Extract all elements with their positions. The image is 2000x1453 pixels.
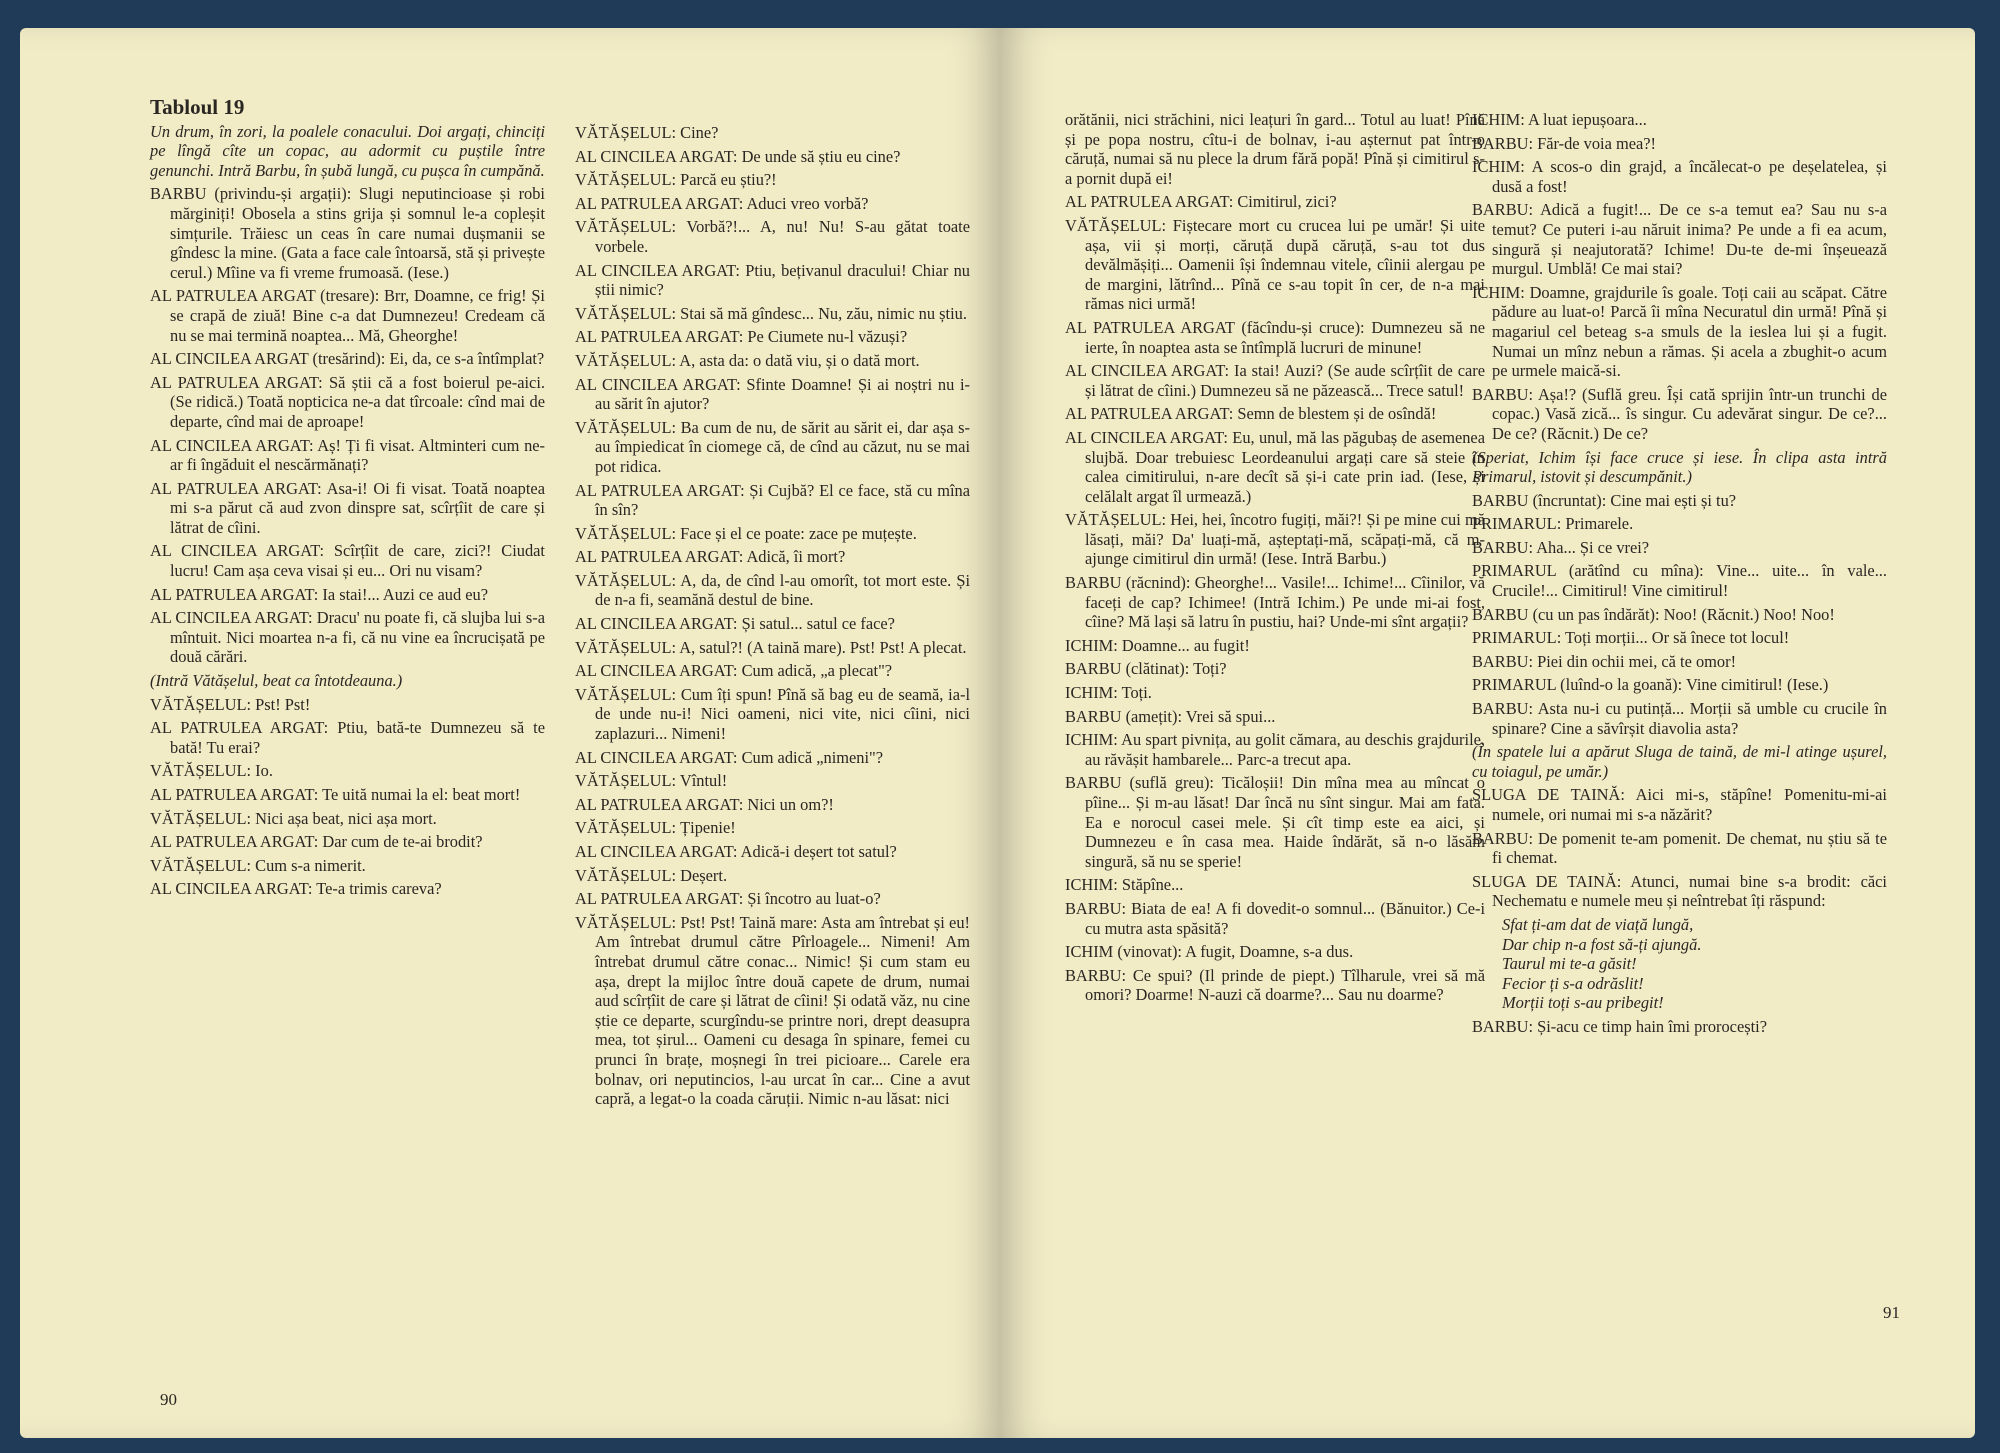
- dialogue-line: VĂTĂȘELUL: A, asta da: o dată viu, și o dată mort.: [575, 350, 920, 370]
- dialogue-line: BARBU: Piei din ochii mei, că te omor!: [1472, 651, 1737, 671]
- dialogue-line: BARBU: De pomenit te-am pomenit. De chemat, nu știu să te fi chemat.: [1472, 828, 1887, 868]
- dialogue-line: AL CINCILEA ARGAT: Adică-i deșert tot satul?: [575, 842, 897, 861]
- dialogue-line: VĂTĂȘELUL: Fiștecare mort cu crucea lui pe umăr! Și uite așa, vii și morți, căruță după căruță, s-au tot dus devălmășiți... Oamenii își îndemnau vitele, cîinii alergau pe de margini, lătrînd... Pînă ce s-au topit în cer, de n-a mai rămas nici urmă!: [1065, 215, 1485, 314]
- dialogue-line: AL CINCILEA ARGAT: Ia stai! Auzi? (Se aude scîrțîit de care și lătrat de cîini.) Dumnezeu să ne păzească... Trece satul!: [1065, 361, 1485, 400]
- dialogue-line: VĂTĂȘELUL: Cum s-a nimerit.: [150, 855, 366, 875]
- dialogue-line: AL CINCILEA ARGAT: Cum adică, „a plecat"?: [575, 661, 893, 681]
- dialogue-line: AL CINCILEA ARGAT: Dracu' nu poate fi, că slujba lui s-a mîntuit. Nici moartea n-a fi, că nu vine ea încrucișată pe două cărări.: [150, 608, 545, 667]
- dialogue-line: VĂTĂȘELUL: Deșert.: [575, 865, 728, 885]
- dialogue-line: BARBU: Asta nu-i cu putință... Morții să umble cu crucile în spinare? Cine a săvîrșit diavolia asta?: [1472, 699, 1887, 738]
- dialogue-line: PRIMARUL (arătînd cu mîna): Vine... uite... în vale... Crucile!... Cimitirul! Vine cimitirul!: [1472, 561, 1887, 601]
- dialogue-line: VĂTĂȘELUL: A, da, de cînd l-au omorît, tot mort este. Și de n-a fi, seamănă destul de bine.: [575, 570, 970, 610]
- dialogue-line: AL CINCILEA ARGAT: Scîrțîit de care, zici?! Ciudat lucru! Cam așa ceva visai și eu... Ori nu visam?: [150, 541, 545, 581]
- dialogue-line: AL PATRULEA ARGAT (tresare): Brr, Doamne, ce frig! Și se crapă de ziuă! Bine c-a dat Dumnezeu! Credeam că nu se mai termină noaptea... Mă, Gheorghe!: [150, 286, 545, 345]
- dialogue-line: BARBU (amețit): Vrei să spui...: [1065, 706, 1276, 726]
- dialogue-line: VĂTĂȘELUL: Hei, hei, încotro fugiți, măi?! Și pe mine cui mă lăsați, măi? Da' luați-mă, așteptați-mă, scăpați-mă, că m-ajunge cimitirul din urmă! (Iese. Intră Barbu.): [1065, 510, 1485, 569]
- left-column-1: [150, 95, 545, 903]
- dialogue-line: AL CINCILEA ARGAT: Aș! Ți fi visat. Altminteri cum ne-ar fi îngăduit el nescărmănați?: [150, 435, 545, 475]
- dialogue-line: VĂTĂȘELUL: Ba cum de nu, de sărit au sărit ei, dar așa s-au împiedicat în ciomege că, de cînd au căzut, nu se mai pot ridica.: [575, 417, 970, 476]
- dialogue-line: AL CINCILEA ARGAT: Și satul... satul ce face?: [575, 614, 895, 634]
- right-page: [1000, 28, 1975, 1438]
- dialogue-line: ICHIM: A scos-o din grajd, a încălecat-o pe deșelatelea, și dusă a fost!: [1472, 157, 1887, 196]
- right-column-2: [1472, 110, 1887, 1041]
- dialogue-line: AL PATRULEA ARGAT: Semn de blestem și de osîndă!: [1065, 404, 1437, 424]
- dialogue-line: PRIMARUL: Primarele.: [1472, 514, 1634, 534]
- dialogue-line: AL CINCILEA ARGAT: De unde să știu eu cine?: [575, 146, 901, 166]
- dialogue-line: AL PATRULEA ARGAT: Adică, îi mort?: [575, 547, 846, 567]
- dialogue-line: AL CINCILEA ARGAT: Cum adică „nimeni"?: [575, 747, 883, 767]
- dialogue-line: ICHIM: Toți.: [1065, 683, 1152, 703]
- dialogue-line: ICHIM: Doamne... au fugit!: [1065, 635, 1250, 655]
- dialogue-line: VĂTĂȘELUL: Parcă eu știu?!: [575, 170, 777, 190]
- dialogue-line: VĂTĂȘELUL: Io.: [150, 761, 273, 781]
- dialogue-line: AL PATRULEA ARGAT: Ia stai!... Auzi ce aud eu?: [150, 584, 489, 604]
- dialogue-line: AL CINCILEA ARGAT (tresărind): Ei, da, ce s-a întîmplat?: [150, 349, 545, 369]
- dialogue-line: ICHIM: Au spart pivnița, au golit cămara, au deschis grajdurile, au răvășit hambarele... Parc-a trecut apa.: [1065, 730, 1485, 769]
- scene-heading: Tabloul 19: [150, 95, 245, 119]
- dialogue-line: AL CINCILEA ARGAT: Sfinte Doamne! Și ai noștri nu i-au sărit în ajutor?: [575, 374, 970, 414]
- dialogue-line: AL PATRULEA ARGAT: Și Cujbă? El ce face, stă cu mîna în sîn?: [575, 480, 970, 520]
- dialogue-line: AL PATRULEA ARGAT: Cimitirul, zici?: [1065, 192, 1337, 212]
- dialogue-line: BARBU (privindu-și argații): Slugi neputincioase și robi mărginiți! Obosela a stins grija și somnul le-a copleșit simțurile. Trăiesc un ceas în care numai dușmanii se gîndesc la mine. (Gata a face cale întoarsă, stă și privește cerul.) Mîine va fi vreme frumoasă. (Iese.): [150, 184, 545, 282]
- dialogue-line: BARBU: Făr-de voia mea?!: [1472, 133, 1657, 153]
- dialogue-line: VĂTĂȘELUL: Pst! Pst!: [150, 694, 311, 714]
- dialogue-line: AL PATRULEA ARGAT: Dar cum de te-ai brodit?: [150, 832, 483, 852]
- dialogue-line: VĂTĂȘELUL: Pst! Pst! Taină mare: Asta am întrebat și eu! Am întrebat drumul către Pîrloagele... Nimeni! Am întrebat drumul către conac... Nimic! Și cum stam eu așa, drept la mijloc între două capete de drum, numai aud scîrțîit de care și lătrat de cîini! Și odată văz, nu cine știe ce departe, scurgîndu-se printre nori, drept deasupra mea, tot șirul... Oameni cu desaga în spinare, femei cu prunci în brațe, moșnegi în trei picioare... Carele era bolnav, ori neputincios, l-au urcat în car... Cine a avut capră, a legat-o la coada căruții. Nimic n-au lăsat: nici: [575, 912, 970, 1109]
- dialogue-line: SLUGA DE TAINĂ: Aici mi-s, stăpîne! Pomenitu-mi-ai numele, ori numai mi s-a năzărit?: [1472, 785, 1887, 824]
- right-column-1: [1065, 110, 1485, 1009]
- dialogue-line: VĂTĂȘELUL: Face și el ce poate: zace pe muțește.: [575, 523, 917, 543]
- dialogue-line: BARBU: Așa!? (Suflă greu. Își cată sprijin într-un trunchi de copac.) Vasă zică... îs singur. Cu adevărat singur. De ce?... De ce? (Răcnit.) De ce?: [1472, 384, 1887, 443]
- dialogue-line: BARBU (încruntat): Cine mai ești și tu?: [1472, 490, 1737, 510]
- dialogue-line: SLUGA DE TAINĂ: Atunci, numai bine s-a brodit: căci Nechematu e numele meu și neîntrebat îți răspund:: [1472, 871, 1887, 911]
- dialogue-line: AL PATRULEA ARGAT: Pe Ciumete nu-l văzuși?: [575, 327, 908, 347]
- dialogue-line: BARBU: Adică a fugit!... De ce s-a temut ea? Sau nu s-a temut? Ce puteri i-au năruit inima? Pe unde a fi ea acum, singură și neajutorată? Ichime! Du-te de-mi înșeuează murgul. Umblă! Ce mai stai?: [1472, 200, 1887, 279]
- dialogue-line: PRIMARUL (luînd-o la goană): Vine cimitirul! (Iese.): [1472, 675, 1829, 695]
- stage-direction: (Speriat, Ichim își face cruce și iese. În clipa asta intră Primarul, istovit și descumpănit.): [1472, 447, 1887, 487]
- dialogue-line: ICHIM (vinovat): A fugit, Doamne, s-a dus.: [1065, 942, 1354, 962]
- stage-direction: (În spatele lui a apărut Sluga de taină, de mi-l atinge ușurel, cu toiagul, pe umăr.): [1472, 742, 1887, 781]
- dialogue-line: BARBU: Aha... Și ce vrei?: [1472, 537, 1650, 557]
- dialogue-line: ICHIM: Doamne, grajdurile îs goale. Toți caii au scăpat. Către pădure au luat-o! Parcă îi mîna Necuratul din urmă! Pînă și magariul cel beteag s-a smuls de la ieslea lui și a fugit. Numai un mînz nebun a rămas. Și acela a zbughit-o acum pe urmele maică-si.: [1472, 282, 1887, 381]
- stage-direction: (Intră Vătășelul, beat ca întotdeauna.): [150, 671, 403, 691]
- dialogue-line: BARBU (clătinat): Toți?: [1065, 659, 1227, 679]
- dialogue-line: AL PATRULEA ARGAT: Te uită numai la el: beat mort!: [150, 785, 521, 804]
- dialogue-line: VĂTĂȘELUL: Stai să mă gîndesc... Nu, zău, nimic nu știu.: [575, 303, 967, 323]
- dialogue-line: BARBU: Ce spui? (Il prinde de piept.) Tîlharule, vrei să mă omori? Doarme! N-auzi că doarme?... Sau nu doarme?: [1065, 965, 1485, 1005]
- dialogue-line: ICHIM: Stăpîne...: [1065, 875, 1184, 895]
- dialogue-line: VĂTĂȘELUL: Cine?: [575, 123, 719, 142]
- dialogue-line: AL PATRULEA ARGAT: Aduci vreo vorbă?: [575, 193, 869, 213]
- dialogue-line: ICHIM: A luat iepușoara...: [1472, 110, 1647, 129]
- verse-block: Sfat ți-am dat de viață lungă, Dar chip n-a fost să-ți ajungă. Taurul mi te-a găsit! Fecior ți s-a odrăslit! Morții toți s-au pribegit!: [1502, 914, 1702, 1013]
- dialogue-line: AL PATRULEA ARGAT: Ptiu, bată-te Dumnezeu să te bată! Tu erai?: [150, 718, 545, 757]
- dialogue-line: VĂTĂȘELUL: A, satul?! (A taină mare). Pst! Pst! A plecat.: [575, 637, 967, 657]
- dialogue-line: PRIMARUL: Toți morții... Or să înece tot locul!: [1472, 628, 1790, 648]
- dialogue-line: BARBU (cu un pas îndărăt): Noo! (Răcnit.) Noo! Noo!: [1472, 604, 1835, 624]
- left-page: [20, 28, 1000, 1438]
- dialogue-line: AL PATRULEA ARGAT: Nici un om?!: [575, 794, 834, 814]
- dialogue-line: AL PATRULEA ARGAT: Și încotro au luat-o?: [575, 889, 881, 909]
- left-column-2: [575, 123, 970, 1113]
- dialogue-line: BARBU: Biata de ea! A fi dovedit-o somnul... (Bănuitor.) Ce-i cu mutra asta spăsită?: [1065, 898, 1485, 938]
- dialogue-line: AL PATRULEA ARGAT: Să știi că a fost boierul pe-aici. (Se ridică.) Toată nopticica ne-a dat tîrcoale: cînd mai de departe, cînd mai de aproape!: [150, 372, 545, 431]
- dialogue-line: AL CINCILEA ARGAT: Te-a trimis careva?: [150, 879, 442, 899]
- page-number-right: 91: [1883, 1303, 1900, 1322]
- dialogue-line: BARBU (suflă greu): Ticăloșii! Din mîna mea au mîncat o pîine... Și m-au lăsat! Dar încă nu sînt singur. Mai am fata. Ea e norocul casei mele. Și cît timp este ea aici, și Dumnezeu e în casa mea. Haide îndărăt, să n-o lăsăm singură, să nu se sperie!: [1065, 773, 1485, 871]
- dialogue-line: VĂTĂȘELUL: Nici așa beat, nici așa mort.: [150, 808, 437, 828]
- dialogue-line: VĂTĂȘELUL: Țipenie!: [575, 818, 736, 838]
- stage-direction: Un drum, în zori, la poalele conacului. Doi argați, chinciți pe lîngă cîte un copac, au adormit cu puștile între genunchi. Intră Barbu, în șubă lungă, cu pușca în cumpănă.: [150, 121, 545, 180]
- dialogue-line: BARBU: Și-acu ce timp hain îmi prorocești?: [1472, 1016, 1767, 1036]
- dialogue-line: orătănii, nici străchini, nici leațuri în gard... Totul au luat! Pînă și pe popa nostru, cîtu-i de bolnav, i-au așternut pat într-o căruță, numai să nu plece la drum fără popă! Pînă și cimitirul s-a pornit după ei!: [1065, 110, 1485, 188]
- dialogue-line: AL CINCILEA ARGAT: Eu, unul, mă las păgubaș de asemenea slujbă. Doar trebuiesc Leordeanului argați care să steie în calea cimitirului, n-are decît să și-i cate prin iad. (Iese, și celălalt argat îl urmează.): [1065, 427, 1485, 506]
- dialogue-line: AL PATRULEA ARGAT (făcîndu-și cruce): Dumnezeu să ne ierte, în noaptea asta se întîmplă lucruri de minune!: [1065, 317, 1485, 357]
- dialogue-line: BARBU (răcnind): Gheorghe!... Vasile!... Ichime!... Cîinilor, vă faceți de cap? Ichimee! (Intră Ichim.) Pe unde mi-ai fost, cîine? Mă lași să latru în pustiu, hai? Unde-mi sînt argații?: [1065, 573, 1485, 632]
- dialogue-line: AL CINCILEA ARGAT: Ptiu, bețivanul dracului! Chiar nu știi nimic?: [575, 260, 970, 300]
- dialogue-line: VĂTĂȘELUL: Cum îți spun! Pînă să bag eu de seamă, ia-l de unde nu-i! Nici oameni, nici vite, nici cîini, nici zaplazuri... Nimeni!: [575, 684, 970, 744]
- page-number-left: 90: [160, 1390, 177, 1409]
- dialogue-line: AL PATRULEA ARGAT: Asa-i! Oi fi visat. Toată noaptea mi s-a părut că aud zvon dinspre sat, scîrțîit de care și lătrat de cîini.: [150, 478, 545, 537]
- dialogue-line: VĂTĂȘELUL: Vîntul!: [575, 771, 728, 791]
- dialogue-line: VĂTĂȘELUL: Vorbă?!... A, nu! Nu! S-au gătat toate vorbele.: [575, 217, 970, 256]
